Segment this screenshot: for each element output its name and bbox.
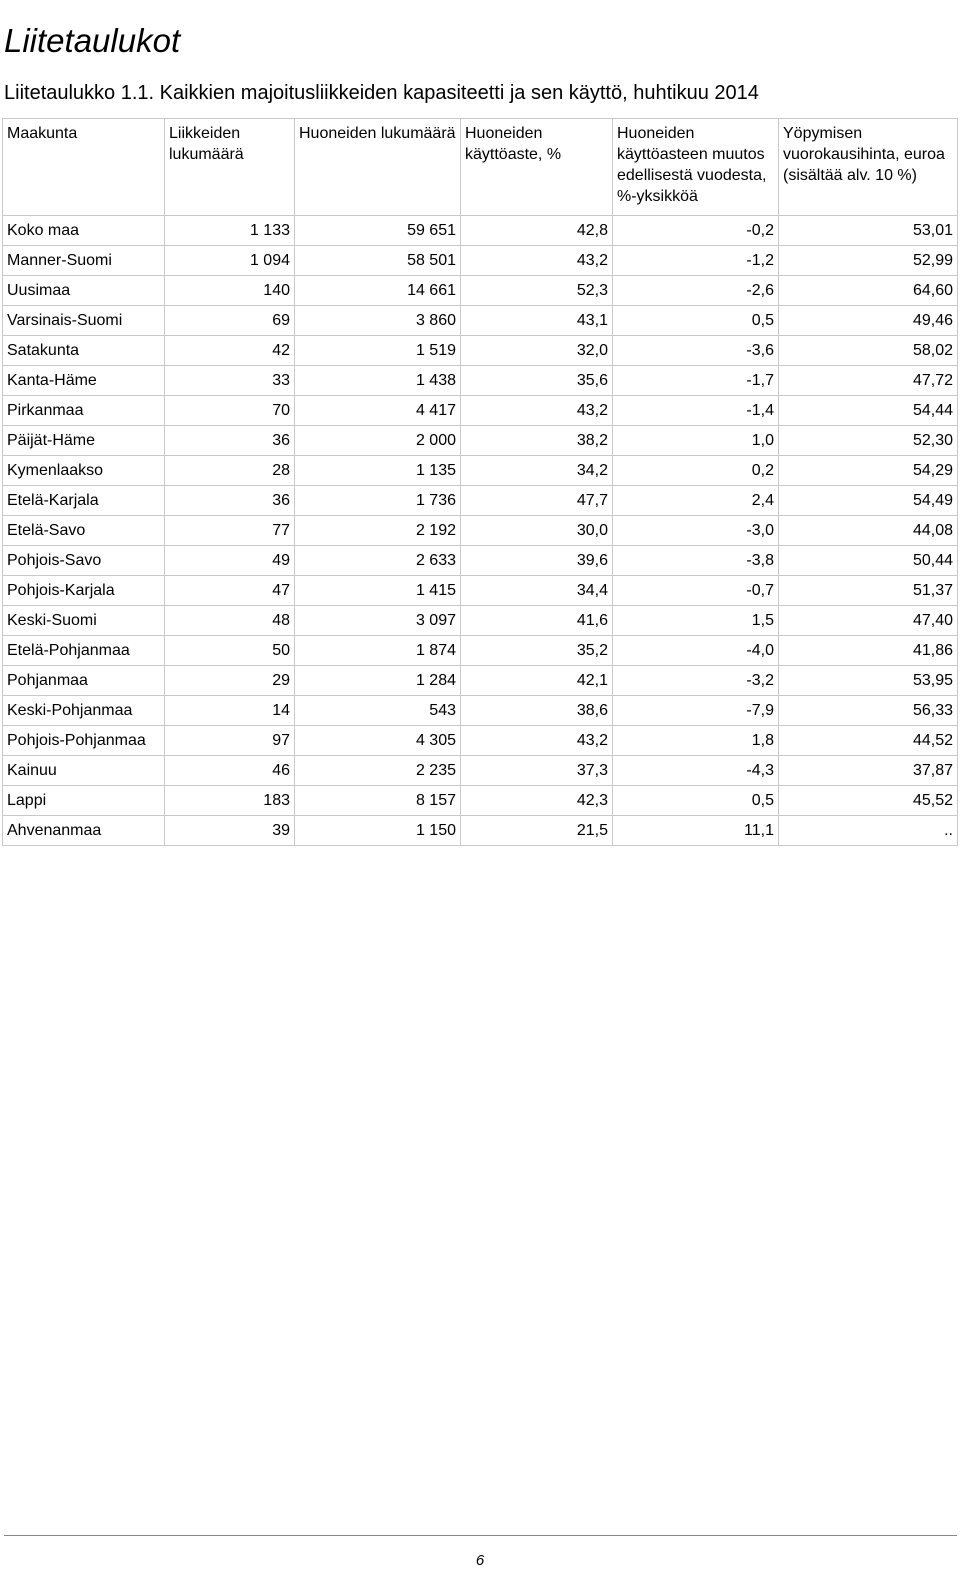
table-caption: Liitetaulukko 1.1. Kaikkien majoitusliikkeiden kapasiteetti ja sen käyttö, huhtikuu 2014	[4, 82, 759, 104]
table-cell: 0,2	[613, 456, 779, 486]
table-cell: 33	[165, 366, 295, 396]
table-cell: 28	[165, 456, 295, 486]
table-cell: 3 097	[295, 606, 461, 636]
table-cell: 29	[165, 666, 295, 696]
table-row	[3, 216, 958, 246]
table-cell: 50	[165, 636, 295, 666]
table-cell: 2 633	[295, 546, 461, 576]
table-cell: 11,1	[613, 816, 779, 846]
region-name-cell: Keski-Pohjanmaa	[3, 696, 165, 726]
table-cell: 36	[165, 426, 295, 456]
table-row	[3, 246, 958, 276]
table-cell: 2 235	[295, 756, 461, 786]
page-number: 6	[475, 1552, 485, 1569]
table-cell: 21,5	[461, 816, 613, 846]
table-cell: 1,8	[613, 726, 779, 756]
region-name-cell: Kanta-Häme	[3, 366, 165, 396]
table-cell: 97	[165, 726, 295, 756]
table-cell: 1 094	[165, 246, 295, 276]
table-cell: 54,44	[779, 396, 958, 426]
table-cell: -1,7	[613, 366, 779, 396]
table-cell: 35,2	[461, 636, 613, 666]
page-heading: Liitetaulukot	[4, 22, 181, 60]
table-cell: 53,01	[779, 216, 958, 246]
table-cell: 44,52	[779, 726, 958, 756]
table-cell: 38,6	[461, 696, 613, 726]
table-cell: 41,6	[461, 606, 613, 636]
region-name-cell: Kainuu	[3, 756, 165, 786]
table-cell: 50,44	[779, 546, 958, 576]
table-row	[3, 576, 958, 606]
table-cell: 64,60	[779, 276, 958, 306]
table-cell: 42,3	[461, 786, 613, 816]
table-cell: 47	[165, 576, 295, 606]
table-cell: 70	[165, 396, 295, 426]
table-cell: 54,29	[779, 456, 958, 486]
column-header: Yöpymisen vuorokausihinta, euroa (sisältää alv. 10 %)	[779, 119, 958, 216]
table-row	[3, 306, 958, 336]
table-cell: 1 736	[295, 486, 461, 516]
table-cell: 48	[165, 606, 295, 636]
table-cell: -7,9	[613, 696, 779, 726]
table-cell: -4,0	[613, 636, 779, 666]
table-row	[3, 456, 958, 486]
column-header: Huoneiden käyttöaste, %	[461, 119, 613, 216]
table-cell: 56,33	[779, 696, 958, 726]
table-body	[3, 216, 958, 846]
table-cell: 1 415	[295, 576, 461, 606]
table-row	[3, 756, 958, 786]
region-name-cell: Ahvenanmaa	[3, 816, 165, 846]
table-cell: -0,7	[613, 576, 779, 606]
data-table	[2, 118, 958, 846]
region-name-cell: Pohjois-Karjala	[3, 576, 165, 606]
table-row	[3, 786, 958, 816]
table-cell: 1 284	[295, 666, 461, 696]
table-header-row	[3, 119, 958, 216]
table-row	[3, 666, 958, 696]
region-name-cell: Varsinais-Suomi	[3, 306, 165, 336]
region-name-cell: Etelä-Pohjanmaa	[3, 636, 165, 666]
table-cell: 52,3	[461, 276, 613, 306]
table-cell: 59 651	[295, 216, 461, 246]
table-cell: 47,7	[461, 486, 613, 516]
table-cell: 37,87	[779, 756, 958, 786]
table-row	[3, 276, 958, 306]
region-name-cell: Lappi	[3, 786, 165, 816]
table-cell: 34,2	[461, 456, 613, 486]
table-cell: 47,72	[779, 366, 958, 396]
table-cell: 52,99	[779, 246, 958, 276]
table-cell: 58,02	[779, 336, 958, 366]
table-cell: 42,8	[461, 216, 613, 246]
table-cell: 1 874	[295, 636, 461, 666]
table-cell: -3,6	[613, 336, 779, 366]
table-row	[3, 426, 958, 456]
table-row	[3, 546, 958, 576]
table-row	[3, 636, 958, 666]
table-cell: 49	[165, 546, 295, 576]
table-cell: ..	[779, 816, 958, 846]
table-cell: 43,1	[461, 306, 613, 336]
table-cell: -3,2	[613, 666, 779, 696]
table-cell: 35,6	[461, 366, 613, 396]
region-name-cell: Pohjois-Pohjanmaa	[3, 726, 165, 756]
table-cell: 46	[165, 756, 295, 786]
table-cell: -4,3	[613, 756, 779, 786]
table-cell: -0,2	[613, 216, 779, 246]
table-row	[3, 486, 958, 516]
region-name-cell: Pohjois-Savo	[3, 546, 165, 576]
table-cell: 41,86	[779, 636, 958, 666]
column-header: Huoneiden käyttöasteen muutos edellisestä vuodesta, %-yksikköä	[613, 119, 779, 216]
table-row	[3, 396, 958, 426]
table-cell: 42,1	[461, 666, 613, 696]
column-header: Liikkeiden lukumäärä	[165, 119, 295, 216]
table-cell: 1 135	[295, 456, 461, 486]
table-cell: 49,46	[779, 306, 958, 336]
table-cell: 0,5	[613, 306, 779, 336]
region-name-cell: Manner-Suomi	[3, 246, 165, 276]
table-cell: 44,08	[779, 516, 958, 546]
table-cell: 543	[295, 696, 461, 726]
table-cell: -1,4	[613, 396, 779, 426]
table-cell: 47,40	[779, 606, 958, 636]
table-cell: 1 150	[295, 816, 461, 846]
table-cell: 77	[165, 516, 295, 546]
region-name-cell: Päijät-Häme	[3, 426, 165, 456]
region-name-cell: Pirkanmaa	[3, 396, 165, 426]
table-cell: 53,95	[779, 666, 958, 696]
table-cell: 43,2	[461, 396, 613, 426]
footer-rule	[4, 1535, 957, 1536]
column-header: Huoneiden lukumäärä	[295, 119, 461, 216]
table-cell: 32,0	[461, 336, 613, 366]
table-cell: 1,5	[613, 606, 779, 636]
table-row	[3, 516, 958, 546]
table-cell: 2 000	[295, 426, 461, 456]
table-cell: 34,4	[461, 576, 613, 606]
table-cell: 42	[165, 336, 295, 366]
table-cell: -2,6	[613, 276, 779, 306]
table-cell: 45,52	[779, 786, 958, 816]
table-cell: 3 860	[295, 306, 461, 336]
region-name-cell: Koko maa	[3, 216, 165, 246]
region-name-cell: Kymenlaakso	[3, 456, 165, 486]
table-cell: -3,0	[613, 516, 779, 546]
region-name-cell: Uusimaa	[3, 276, 165, 306]
table-cell: 38,2	[461, 426, 613, 456]
table-cell: 51,37	[779, 576, 958, 606]
table-cell: 30,0	[461, 516, 613, 546]
table-cell: 37,3	[461, 756, 613, 786]
table-cell: 140	[165, 276, 295, 306]
table-cell: 43,2	[461, 246, 613, 276]
region-name-cell: Etelä-Karjala	[3, 486, 165, 516]
table-cell: 54,49	[779, 486, 958, 516]
table-cell: 2,4	[613, 486, 779, 516]
table-row	[3, 366, 958, 396]
table-row	[3, 696, 958, 726]
table-cell: 52,30	[779, 426, 958, 456]
table-cell: 1 438	[295, 366, 461, 396]
table-cell: 8 157	[295, 786, 461, 816]
table-row	[3, 816, 958, 846]
table-cell: 58 501	[295, 246, 461, 276]
table-row	[3, 726, 958, 756]
table-cell: 39	[165, 816, 295, 846]
region-name-cell: Keski-Suomi	[3, 606, 165, 636]
table-cell: 0,5	[613, 786, 779, 816]
table-cell: 1,0	[613, 426, 779, 456]
table-cell: 36	[165, 486, 295, 516]
table-cell: 1 519	[295, 336, 461, 366]
table-cell: -1,2	[613, 246, 779, 276]
region-name-cell: Pohjanmaa	[3, 666, 165, 696]
table-cell: 183	[165, 786, 295, 816]
table-cell: -3,8	[613, 546, 779, 576]
table-cell: 2 192	[295, 516, 461, 546]
table-cell: 14	[165, 696, 295, 726]
table-cell: 1 133	[165, 216, 295, 246]
table-cell: 69	[165, 306, 295, 336]
table-cell: 39,6	[461, 546, 613, 576]
column-header: Maakunta	[3, 119, 165, 216]
region-name-cell: Satakunta	[3, 336, 165, 366]
table-cell: 4 417	[295, 396, 461, 426]
table-row	[3, 606, 958, 636]
table-cell: 4 305	[295, 726, 461, 756]
table-cell: 43,2	[461, 726, 613, 756]
region-name-cell: Etelä-Savo	[3, 516, 165, 546]
table-row	[3, 336, 958, 366]
table-cell: 14 661	[295, 276, 461, 306]
